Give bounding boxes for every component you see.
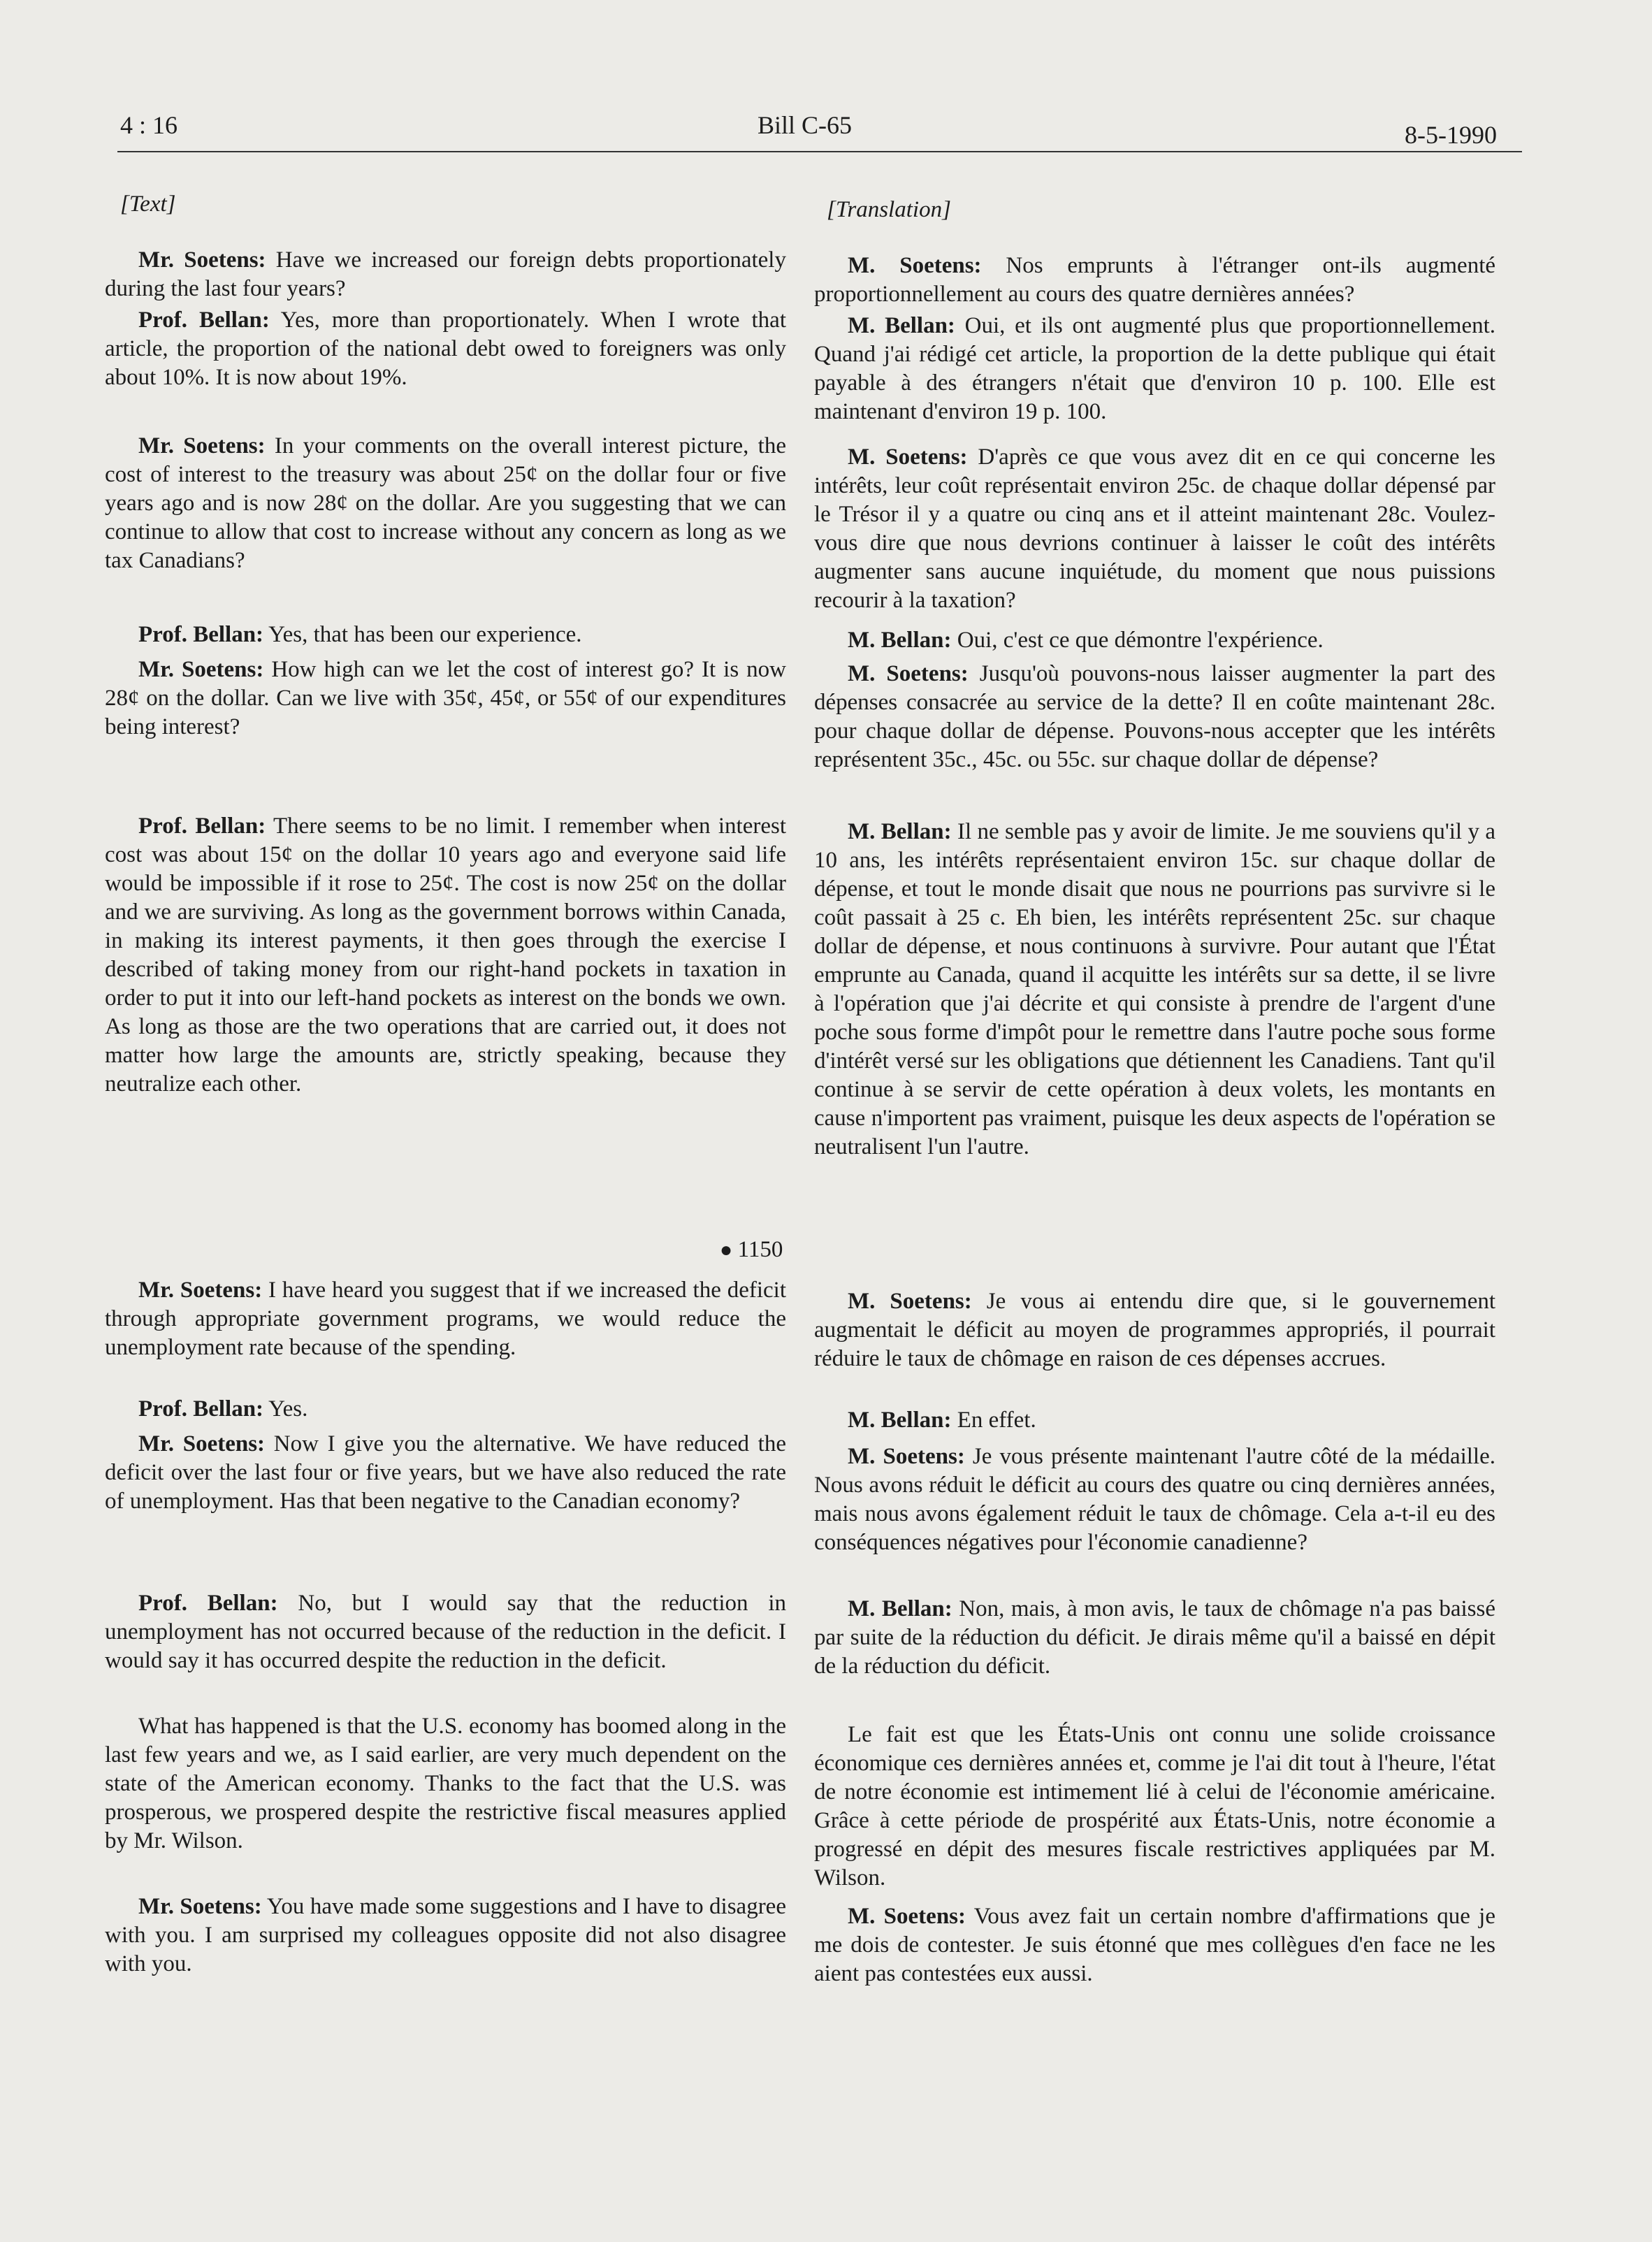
transcript-paragraph: Mr. Soetens: Have we increased our foreign debts proportionately during the last four years? [105, 247, 786, 301]
transcript-paragraph: Prof. Bellan: Yes. [138, 1396, 308, 1422]
transcript-paragraph: Prof. Bellan: Yes, more than proportionately. When I wrote that article, the proportion of the national debt owed to foreigners was only about 10%. It is now about 19%. [105, 308, 786, 390]
transcript-paragraph: M. Soetens: Jusqu'où pouvons-nous laisser augmenter la part des dépenses consacrée au service de la dette? Il en coûte maintenant 28c. pour chaque dollar de dépense. Pouvons-nous accepter que les intérêts représentent 35c., 45c. ou 55c. sur chaque dollar de dépense? [814, 661, 1495, 772]
transcript-paragraph: Prof. Bellan: No, but I would say that the reduction in unemployment has not occurred because of the reduction in the deficit. I would say it has occurred despite the reduction in the deficit. [105, 1591, 786, 1673]
page-number: 4 : 16 [120, 111, 178, 139]
transcript-paragraph: M. Soetens: Je vous ai entendu dire que, si le gouvernement augmentait le déficit au moyen de programmes appropriés, il pourrait réduire le taux de chômage en raison de ces dépenses accrues. [814, 1289, 1496, 1371]
header-rule [117, 151, 1522, 152]
transcript-paragraph: M. Bellan: Oui, et ils ont augmenté plus que proportionnellement. Quand j'ai rédigé cet article, la proportion de la dette publique qui était payable à des étrangers n'était que d'environ 10 p. 100. Elle est maintenant d'environ 19 p. 100. [814, 313, 1496, 424]
transcript-paragraph: Le fait est que les États-Unis ont connu une solide croissance économique ces dernières années et, comme je l'ai dit tout à l'heure, l'état de notre économie est intimement lié à celui de l'économie américaine. Grâce à cette période de prospérité aux États-Unis, notre économie a progressé en dépit des mesures fiscale restrictives appliquées par M. Wilson. [814, 1722, 1495, 1890]
translation-tag: [Translation] [827, 197, 951, 222]
page-date: 8-5-1990 [1405, 121, 1497, 149]
transcript-paragraph: Mr. Soetens: Now I give you the alternative. We have reduced the deficit over the last four or five years, but we have also reduced the rate of unemployment. Has that been negative to the Canadian economy? [105, 1431, 786, 1514]
transcript-paragraph: M. Soetens: Je vous présente maintenant l'autre côté de la médaille. Nous avons réduit le déficit au cours des quatre ou cinq dernières années, mais nous avons également réduit le taux de chômage. Cela a-t-il eu des conséquences négatives pour l'économie canadienne? [814, 1444, 1495, 1555]
transcript-paragraph: Mr. Soetens: How high can we let the cost of interest go? It is now 28¢ on the dollar. Can we live with 35¢, 45¢, or 55¢ of our expenditures being interest? [105, 657, 786, 739]
transcript-paragraph: Prof. Bellan: Yes, that has been our experience. [138, 622, 582, 647]
transcript-paragraph: M. Soetens: D'après ce que vous avez dit en ce qui concerne les intérêts, leur coût représentait environ 25c. de chaque dollar dépensé par le Trésor il y a quatre ou cinq ans et il atteint maintenant 28c. Voulez-vous dire que nous devrions continuer à laisser le coût des intérêts augmenter sans aucune inquiétude, du moment que nous puissions recourir à la taxation? [814, 444, 1496, 613]
transcript-paragraph: Prof. Bellan: There seems to be no limit. I remember when interest cost was about 15¢ on the dollar 10 years ago and everyone said life would be impossible if it rose to 25¢. The cost is now 25¢ on the dollar and we are surviving. As long as the government borrows within Canada, in making its interest payments, it then goes through the exercise I described of taking money from our right-hand pockets in taxation in order to put it into our left-hand pockets as interest on the bonds we own. As long as those are the two operations that are carried out, it does not matter how large the amounts are, strictly speaking, because they neutralize each other. [105, 813, 786, 1097]
transcript-paragraph: M. Bellan: Il ne semble pas y avoir de limite. Je me souviens qu'il y a 10 ans, les intérêts représentaient environ 15c. sur chaque dollar de dépense, et tout le monde disait que nous ne pourrions pas survivre si le coût passait à 25 c. Eh bien, les intérêts représentent 25c. sur chaque dollar de dépense, et nous continuons à survivre. Pour autant que l'État emprunte au Canada, quand il acquitte les intérêts sur sa dette, il se livre à l'opération que j'ai décrite et qui consiste à prendre de l'argent d'une poche sous forme d'impôt pour le remettre dans l'autre poche sous forme d'intérêt versé sur les obligations que détiennent les Canadiens. Tant qu'il continue à se servir de cette opération à deux volets, les montants en cause n'importent pas vraiment, puisque les deux aspects de l'opération se neutralisent l'un l'autre. [814, 819, 1495, 1159]
time-marker: ● 1150 [720, 1237, 783, 1262]
transcript-paragraph: M. Soetens: Nos emprunts à l'étranger ont-ils augmenté proportionnellement au cours des quatre dernières années? [814, 253, 1496, 307]
transcript-paragraph: Mr. Soetens: I have heard you suggest that if we increased the deficit through appropriate government programs, we would reduce the unemployment rate because of the spending. [105, 1278, 786, 1360]
transcript-paragraph: M. Soetens: Vous avez fait un certain nombre d'affirmations que je me dois de contester. Je suis étonné que mes collègues d'en face ne les aient pas contestées eux aussi. [814, 1904, 1496, 1986]
transcript-paragraph: M. Bellan: Oui, c'est ce que démontre l'expérience. [848, 628, 1324, 653]
bill-title: Bill C-65 [758, 111, 853, 139]
text-tag: [Text] [120, 191, 176, 217]
transcript-paragraph: M. Bellan: Non, mais, à mon avis, le taux de chômage n'a pas baissé par suite de la réduction du déficit. Je dirais même qu'il a baissé en dépit de la réduction du déficit. [814, 1596, 1496, 1679]
transcript-paragraph: M. Bellan: En effet. [848, 1408, 1036, 1433]
transcript-paragraph: What has happened is that the U.S. economy has boomed along in the last few years and we, as I said earlier, are very much dependent on the state of the American economy. Thanks to the fact that the U.S. was prosperous, we prospered despite the restrictive fiscal measures applied by Mr. Wilson. [105, 1714, 786, 1853]
transcript-paragraph: Mr. Soetens: In your comments on the overall interest picture, the cost of interest to the treasury was about 25¢ on the dollar four or five years ago and is now 28¢ on the dollar. Are you suggesting that we can continue to allow that cost to increase without any concern as long as we tax Canadians? [105, 433, 787, 573]
transcript-paragraph: Mr. Soetens: You have made some suggestions and I have to disagree with you. I am surprised my colleagues opposite did not also disagree with you. [105, 1894, 786, 1976]
